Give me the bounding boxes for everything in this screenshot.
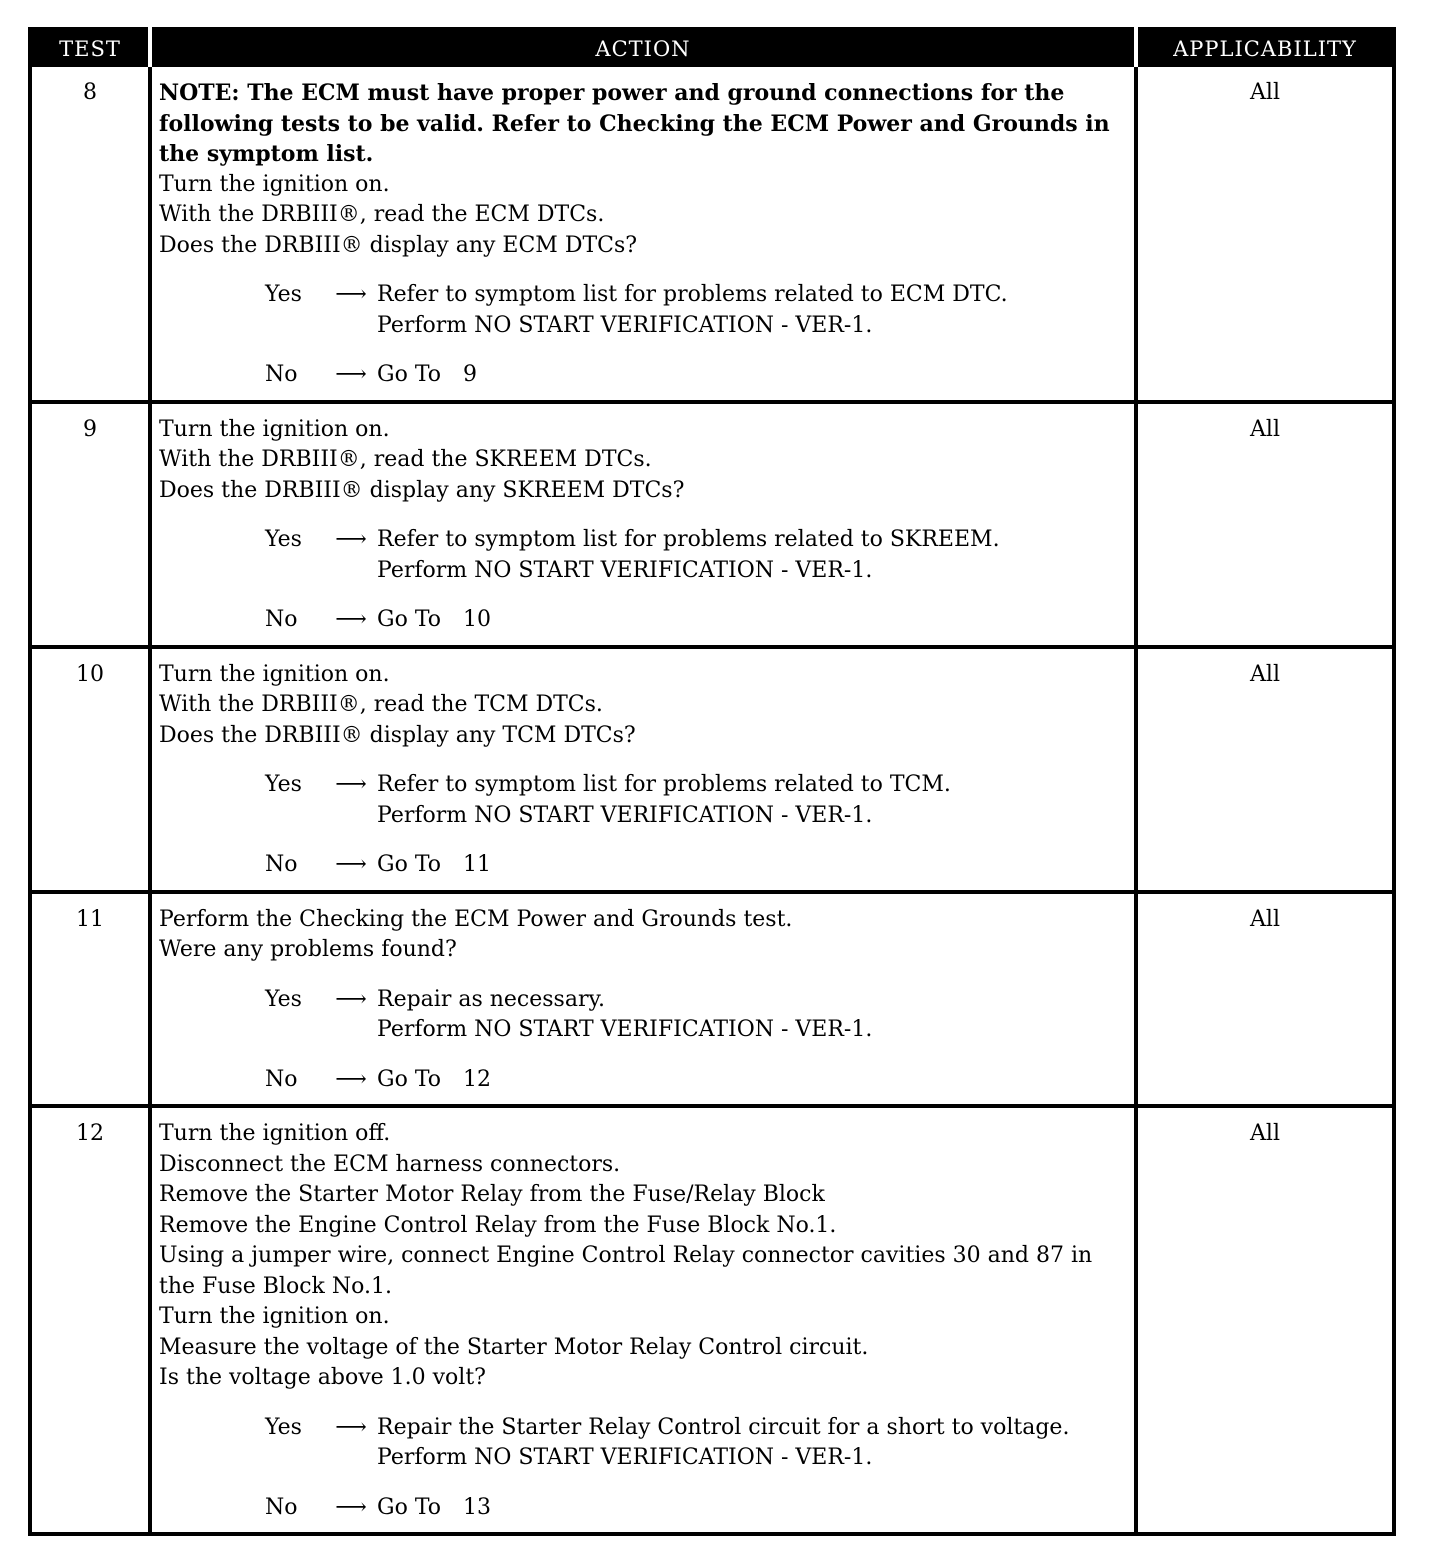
header-action: ACTION: [150, 29, 1136, 67]
arrow-right-icon: ⟶: [335, 362, 367, 387]
yes-action-line: Repair as necessary.: [377, 986, 605, 1012]
yes-result: [159, 1413, 1128, 1474]
step-text: With the DRBIII®, read the ECM DTCs.: [159, 202, 605, 227]
goto-number: 12: [463, 1066, 492, 1092]
yes-action-line: Repair the Starter Relay Control circuit for a short to voltage.: [377, 1414, 1070, 1440]
test-number: 10: [30, 647, 150, 892]
arrow-right-icon: ⟶: [335, 986, 367, 1012]
no-result: [159, 850, 1128, 881]
test-number: 9: [30, 402, 150, 647]
yes-result: [159, 985, 1128, 1046]
step-text: Remove the Starter Motor Relay from the Fuse/Relay Block: [159, 1182, 825, 1207]
no-result: [159, 605, 1128, 636]
goto-label: Go To: [377, 1494, 442, 1520]
note-text: NOTE: The ECM must have proper power and ground connections for the following tests to be valid. Refer to Checking the ECM Power and Grounds in the symptom list.: [159, 80, 1110, 167]
step-text: Perform the Checking the ECM Power and Grounds test.: [159, 906, 793, 932]
applicability-value: All: [1136, 647, 1394, 892]
yes-action: [377, 280, 1128, 341]
goto-number: 9: [463, 362, 478, 387]
yes-action-line: Perform NO START VERIFICATION - VER-1.: [377, 1017, 873, 1042]
step-text: Turn the ignition off.: [159, 1121, 391, 1146]
step-text: With the DRBIII®, read the TCM DTCs.: [159, 692, 603, 717]
arrow-right-icon: ⟶: [335, 607, 367, 632]
goto-label: Go To: [377, 362, 442, 387]
yes-label: Yes: [265, 986, 302, 1012]
step-text: With the DRBIII®, read the SKREEM DTCs.: [159, 447, 652, 472]
arrow-right-icon: ⟶: [335, 1066, 367, 1092]
table-header-row: [30, 29, 1394, 67]
table-row: [30, 67, 1394, 402]
step-text: Does the DRBIII® display any SKREEM DTCs?: [159, 477, 685, 503]
table-body: [30, 67, 1394, 1534]
step-text: Turn the ignition on.: [159, 416, 390, 442]
yes-action-line: Perform NO START VERIFICATION - VER-1.: [377, 1445, 873, 1470]
yes-action-line: Perform NO START VERIFICATION - VER-1.: [377, 557, 873, 583]
header-applicability: APPLICABILITY: [1136, 29, 1394, 67]
yes-label: Yes: [265, 527, 302, 552]
action-cell: [150, 892, 1136, 1107]
yes-result: [159, 770, 1128, 831]
result-block: [159, 525, 1128, 636]
step-text: Is the voltage above 1.0 volt?: [159, 1365, 486, 1390]
step-text: Remove the Engine Control Relay from the Fuse Block No.1.: [159, 1212, 837, 1238]
yes-result: [159, 280, 1128, 341]
step-text: Measure the voltage of the Starter Motor Relay Control circuit.: [159, 1334, 869, 1360]
goto-number: 11: [463, 852, 492, 877]
no-action: [377, 360, 1128, 391]
result-block: [159, 1413, 1128, 1524]
step-text: Using a jumper wire, connect Engine Control Relay connector cavities 30 and 87 in the Fuse Block No.1.: [159, 1243, 1093, 1299]
no-label: No: [265, 1066, 298, 1092]
yes-action-line: Refer to symptom list for problems related to ECM DTC.: [377, 282, 1008, 307]
yes-action: [377, 1413, 1128, 1474]
arrow-right-icon: ⟶: [335, 852, 367, 877]
result-block: [159, 985, 1128, 1096]
table-row: [30, 402, 1394, 647]
no-label: No: [265, 1494, 298, 1520]
yes-label: Yes: [265, 282, 302, 307]
goto-number: 10: [463, 607, 492, 632]
no-action: [377, 1065, 1128, 1096]
action-cell: [150, 1106, 1136, 1534]
yes-action-line: Refer to symptom list for problems related to SKREEM.: [377, 527, 1000, 552]
arrow-right-icon: ⟶: [335, 1414, 367, 1440]
action-cell: [150, 67, 1136, 402]
step-text: Disconnect the ECM harness connectors.: [159, 1151, 621, 1177]
step-text: Does the DRBIII® display any TCM DTCs?: [159, 722, 636, 748]
goto-label: Go To: [377, 607, 442, 632]
arrow-right-icon: ⟶: [335, 282, 367, 307]
applicability-value: All: [1136, 1106, 1394, 1534]
action-cell: [150, 647, 1136, 892]
yes-action: [377, 770, 1128, 831]
yes-action-line: Refer to symptom list for problems related to TCM.: [377, 772, 951, 797]
test-number: 11: [30, 892, 150, 1107]
no-label: No: [265, 362, 298, 387]
applicability-value: All: [1136, 892, 1394, 1107]
yes-label: Yes: [265, 772, 302, 797]
goto-label: Go To: [377, 852, 442, 877]
step-text: Does the DRBIII® display any ECM DTCs?: [159, 232, 638, 258]
table-row: [30, 1106, 1394, 1534]
applicability-value: All: [1136, 67, 1394, 402]
no-action: [377, 605, 1128, 636]
yes-action-line: Perform NO START VERIFICATION - VER-1.: [377, 312, 873, 338]
arrow-right-icon: ⟶: [335, 772, 367, 797]
no-result: [159, 360, 1128, 391]
yes-action: [377, 985, 1128, 1046]
test-number: 12: [30, 1106, 150, 1534]
step-text: Were any problems found?: [159, 937, 457, 962]
action-cell: [150, 402, 1136, 647]
no-label: No: [265, 607, 298, 632]
goto-number: 13: [463, 1494, 492, 1520]
no-action: [377, 850, 1128, 881]
step-text: Turn the ignition on.: [159, 171, 390, 197]
yes-action: [377, 525, 1128, 586]
arrow-right-icon: ⟶: [335, 527, 367, 552]
result-block: [159, 770, 1128, 881]
table-row: [30, 647, 1394, 892]
yes-label: Yes: [265, 1414, 302, 1440]
yes-action-line: Perform NO START VERIFICATION - VER-1.: [377, 802, 873, 828]
arrow-right-icon: ⟶: [335, 1494, 367, 1520]
yes-result: [159, 525, 1128, 586]
no-label: No: [265, 852, 298, 877]
no-result: [159, 1493, 1128, 1524]
header-test: TEST: [30, 29, 150, 67]
goto-label: Go To: [377, 1066, 442, 1092]
no-action: [377, 1493, 1128, 1524]
step-text: Turn the ignition on.: [159, 1304, 390, 1329]
step-text: Turn the ignition on.: [159, 661, 390, 687]
table-row: [30, 892, 1394, 1107]
applicability-value: All: [1136, 402, 1394, 647]
test-number: 8: [83, 80, 97, 105]
result-block: [159, 280, 1128, 391]
diagnostic-table: [28, 27, 1396, 1536]
no-result: [159, 1065, 1128, 1096]
